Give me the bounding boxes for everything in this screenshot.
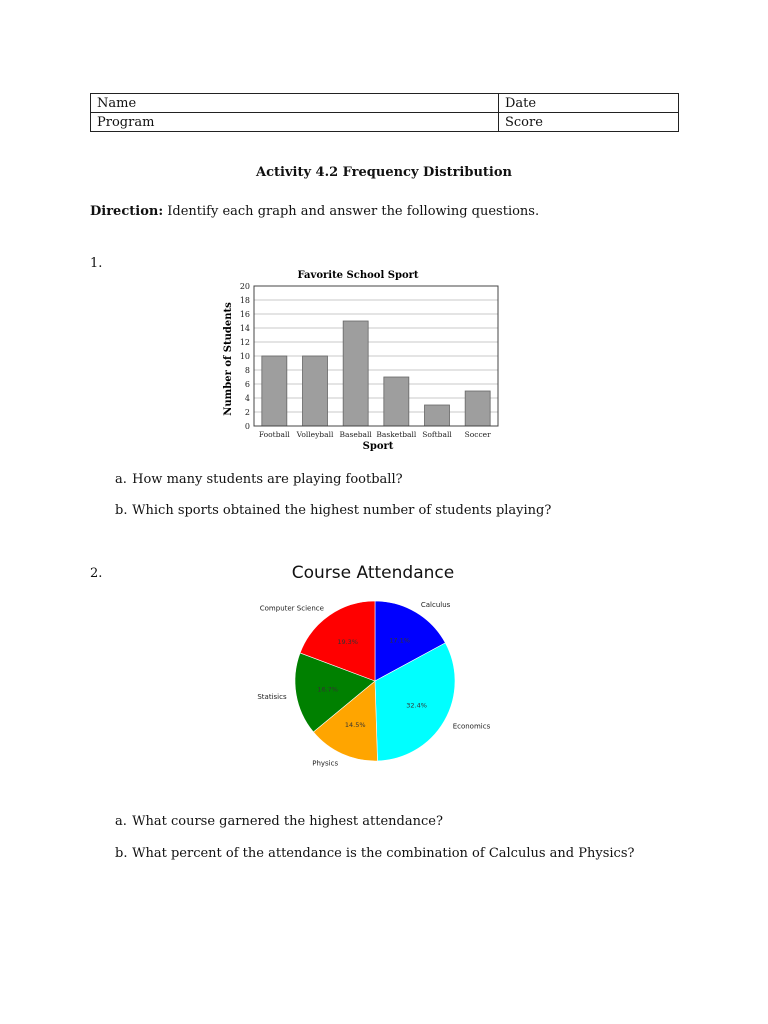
bar-basketball <box>384 377 409 426</box>
bar-y-tick-label: 8 <box>244 366 250 375</box>
question-letter: a. <box>115 814 127 829</box>
bar-y-tick-label: 20 <box>239 282 250 291</box>
favorite-sport-bar-chart <box>218 262 508 454</box>
bar-baseball <box>343 321 368 426</box>
student-info-table <box>90 93 679 132</box>
pie-slice-label: Physics <box>312 759 339 768</box>
direction-body: Identify each graph and answer the following questions. <box>167 204 540 219</box>
date-field[interactable]: Date <box>499 94 679 113</box>
item-1-question-b <box>115 503 551 518</box>
question-text: What percent of the attendance is the combination of Calculus and Physics? <box>132 846 635 861</box>
question-text: What course garnered the highest attendance? <box>132 814 443 829</box>
name-field[interactable]: Name <box>91 94 499 113</box>
bar-y-tick-label: 2 <box>244 408 250 417</box>
bar-x-tick-label: Softball <box>422 430 452 439</box>
pie-slice-label: Calculus <box>420 601 451 610</box>
pie-percent-label: 19.3% <box>337 638 358 647</box>
pie-slice-label: Statisics <box>257 692 287 701</box>
pie-slice-label: Computer Science <box>259 604 324 613</box>
bar-y-tick-label: 16 <box>239 310 250 319</box>
bar-x-tick-label: Volleyball <box>296 430 334 439</box>
bar-x-tick-label: Basketball <box>376 430 417 439</box>
question-letter: b. <box>115 846 128 861</box>
bar-y-tick-label: 12 <box>239 338 250 347</box>
pie-percent-label: 14.5% <box>344 721 366 730</box>
bar-y-tick-label: 4 <box>244 394 250 403</box>
score-field[interactable]: Score <box>499 113 679 132</box>
bar-football <box>262 356 287 426</box>
pie-slice-label: Economics <box>452 722 491 731</box>
bar-chart-y-label: Number of Students <box>223 302 234 416</box>
question-text: How many students are playing football? <box>132 472 403 487</box>
question-letter: b. <box>115 503 128 518</box>
bar-volleyball <box>303 356 328 426</box>
bar-y-tick-label: 18 <box>239 296 250 305</box>
bar-x-tick-label: Soccer <box>464 430 491 439</box>
pie-percent-label: 32.4% <box>406 701 427 710</box>
bar-x-tick-label: Baseball <box>339 430 372 439</box>
direction-label: Direction: <box>90 204 164 219</box>
item-2-number: 2. <box>90 566 103 581</box>
pie-chart-title: Course Attendance <box>291 563 455 583</box>
program-field[interactable]: Program <box>91 113 499 132</box>
course-attendance-pie-chart <box>250 556 500 771</box>
pie-percent-label: 16.7% <box>317 685 338 694</box>
bar-y-tick-label: 14 <box>239 324 250 333</box>
question-text: Which sports obtained the highest number of students playing? <box>132 503 552 518</box>
pie-percent-label: 17.1% <box>389 636 410 645</box>
bar-y-tick-label: 0 <box>244 422 250 431</box>
item-2-question-b <box>115 846 634 861</box>
bar-chart-title: Favorite School Sport <box>297 270 419 281</box>
item-1-number: 1. <box>90 256 103 271</box>
activity-title: Activity 4.2 Frequency Distribution <box>256 165 512 180</box>
question-letter: a. <box>115 472 127 487</box>
bar-soccer <box>465 391 490 426</box>
bar-chart-x-label: Sport <box>362 441 394 452</box>
bar-y-tick-label: 10 <box>239 352 250 361</box>
bar-softball <box>425 405 450 426</box>
direction-text <box>90 204 539 219</box>
bar-y-tick-label: 6 <box>244 380 250 389</box>
item-1-question-a <box>115 472 403 487</box>
item-2-question-a <box>115 814 443 829</box>
bar-x-tick-label: Football <box>258 430 290 439</box>
